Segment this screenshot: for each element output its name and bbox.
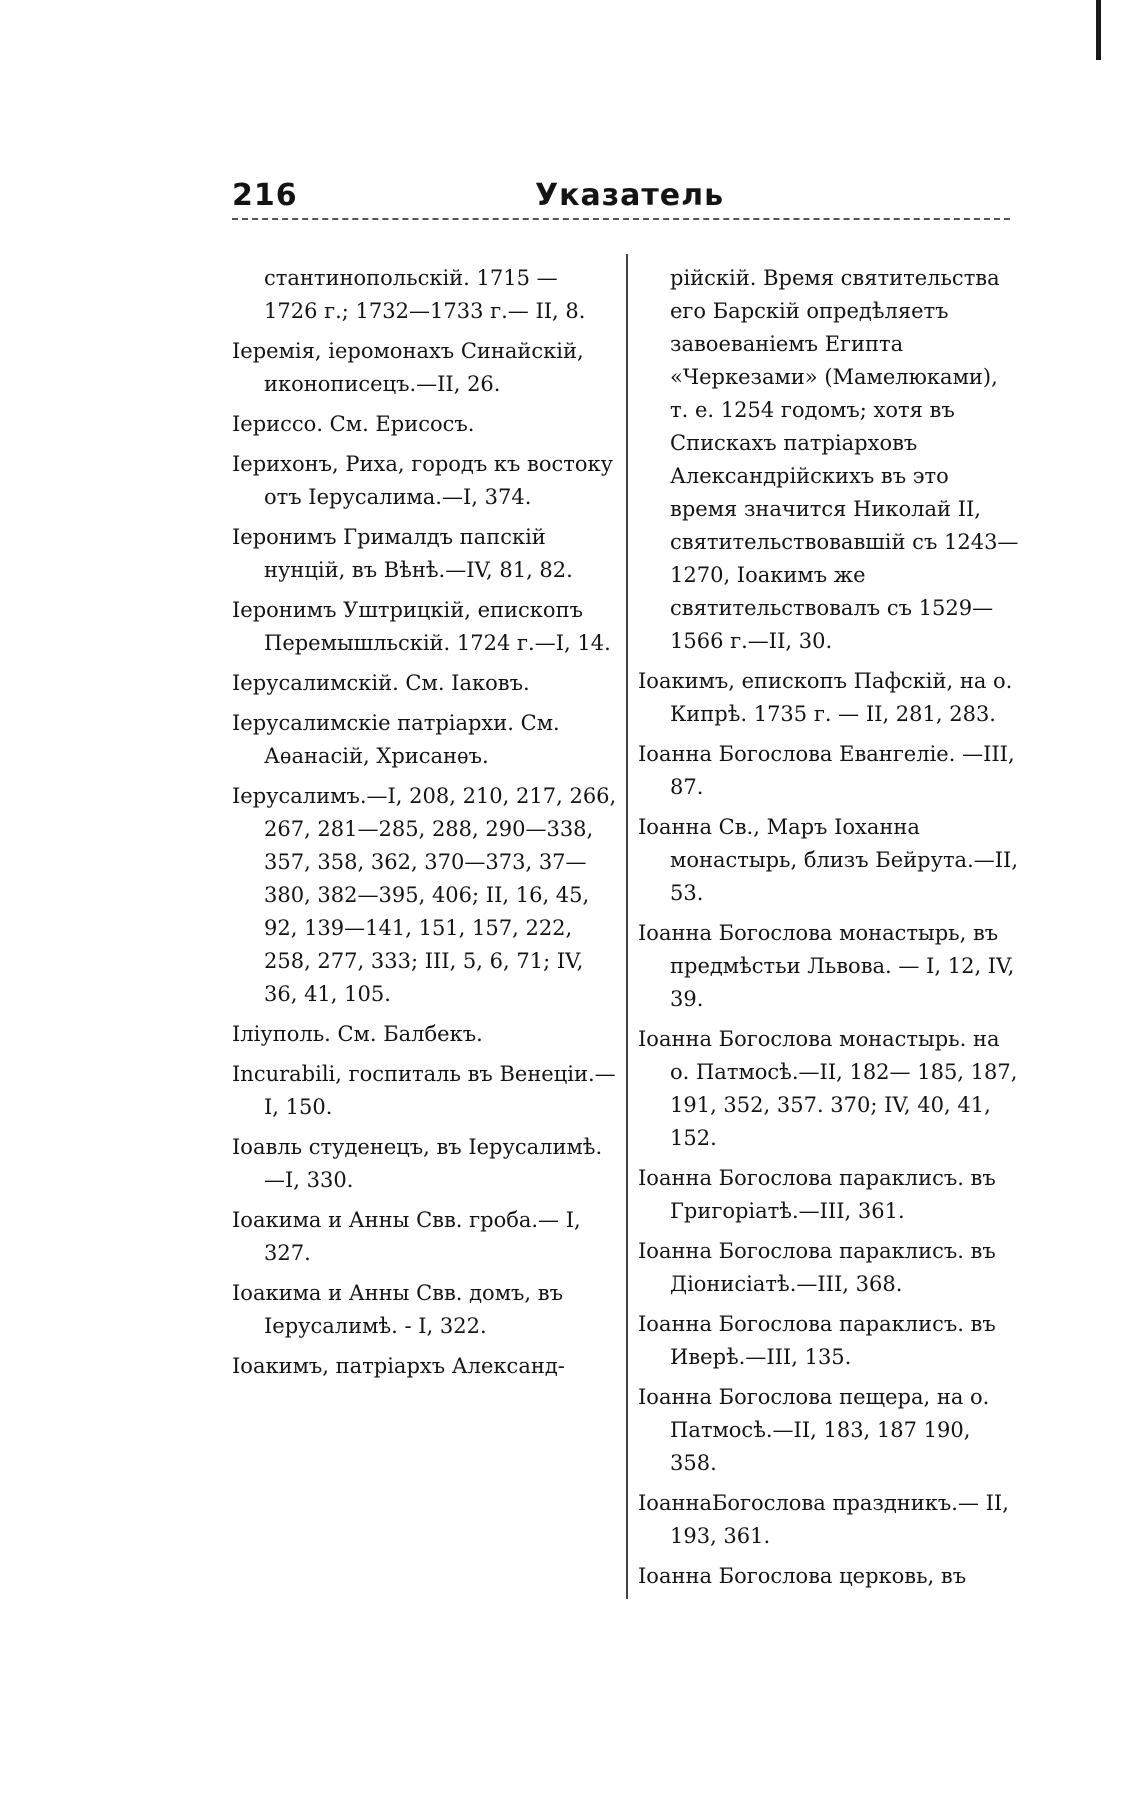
index-entry: Іерусалимскіе патріархи. См. Аѳанасій, Хрисанѳъ. (232, 711, 560, 768)
header-rule (232, 218, 1010, 220)
index-column-left (232, 262, 617, 1390)
index-entry: Іерусалимъ.—I, 208, 210, 217, 266, 267, 281—285, 288, 290—338, 357, 358, 362, 370—373, 37—380, 382—395, 406; II, 16, 45, 92, 139—141, 151, 157, 222, 258, 277, 333; III, 5, 6, 71; IV, 36, 41, 105. (232, 784, 617, 1006)
page-number: 216 (232, 178, 298, 213)
index-entry: Іоанна Богослова церковь, въ (638, 1564, 967, 1588)
index-entry: Incurabili, госпиталь въ Венеціи.—I, 150. (232, 1062, 616, 1119)
index-entry: Іоанна Богослова монастырь. на о. Патмосѣ.—II, 182— 185, 187, 191, 352, 357. 370; IV, 40, 41, 152. (638, 1027, 1018, 1150)
index-entry: Іоанна Богослова параклисъ. въ Григоріатѣ.—III, 361. (638, 1166, 996, 1223)
index-entry: Іоанна Богослова пещера, на о. Патмосѣ.—II, 183, 187 190, 358. (638, 1385, 990, 1475)
index-entry: Іоанна Богослова параклисъ. въ Иверѣ.—III, 135. (638, 1312, 996, 1369)
index-entry: стантинопольскій. 1715 — 1726 г.; 1732—1733 г.— II, 8. (264, 266, 586, 323)
column-divider (626, 254, 628, 1599)
index-entry: ІоаннаБогослова праздникъ.— II, 193, 361. (638, 1491, 1009, 1548)
index-entry: Іеремія, іеромонахъ Синайскій, иконописецъ.—II, 26. (232, 339, 584, 396)
index-entry: Іоанна Богослова монастырь, въ предмѣстьи Львова. — I, 12, IV, 39. (638, 921, 1015, 1011)
index-entry: Іоанна Богослова параклисъ. въ Діонисіатѣ.—III, 368. (638, 1239, 996, 1296)
index-entry: Іеронимъ Грималдъ папскій нунцій, въ Вѣнѣ.—IV, 81, 82. (232, 525, 573, 582)
page-title: Указатель (535, 178, 725, 213)
index-entry: Іеронимъ Уштрицкій, епископъ Перемышльскій. 1724 г.—I, 14. (232, 598, 611, 655)
index-entry: рійскій. Время святительства его Барскій опредѣляетъ завоеваніемъ Египта «Черкезами» (Мамелюками), т. е. 1254 годомъ; хотя въ Спискахъ патріарховъ Александрійскихъ въ это время значится Николай II, святительствовавшій съ 1243—1270, Іоакимъ же святительствовалъ съ 1529—1566 г.—II, 30. (670, 266, 1019, 653)
index-entry: Іоанна Богослова Евангеліе. —III, 87. (638, 742, 1015, 799)
index-entry: Іоавль студенецъ, въ Іерусалимѣ.—I, 330. (232, 1135, 603, 1192)
index-entry: Іерусалимскій. См. Іаковъ. (232, 671, 530, 695)
index-entry: Іоанна Св., Маръ Іоханна монастырь, близъ Бейрута.—II, 53. (638, 815, 1019, 905)
index-column-right (638, 262, 1022, 1600)
index-entry: Іерихонъ, Риха, городъ къ востоку отъ Іерусалима.—I, 374. (232, 452, 614, 509)
index-entry: Іоакима и Анны Свв. гроба.— I, 327. (232, 1208, 581, 1265)
index-entry: Іліуполь. См. Балбекъ. (232, 1022, 483, 1046)
index-entry: Іоакимъ, патріархъ Александ- (232, 1354, 565, 1378)
page-edge-mark (1096, 0, 1101, 60)
index-entry: Іериссо. См. Ерисосъ. (232, 412, 475, 436)
index-entry: Іоакима и Анны Свв. домъ, въ Іерусалимѣ. - I, 322. (232, 1281, 563, 1338)
index-entry: Іоакимъ, епископъ Пафскій, на о. Кипрѣ. 1735 г. — II, 281, 283. (638, 669, 1013, 726)
